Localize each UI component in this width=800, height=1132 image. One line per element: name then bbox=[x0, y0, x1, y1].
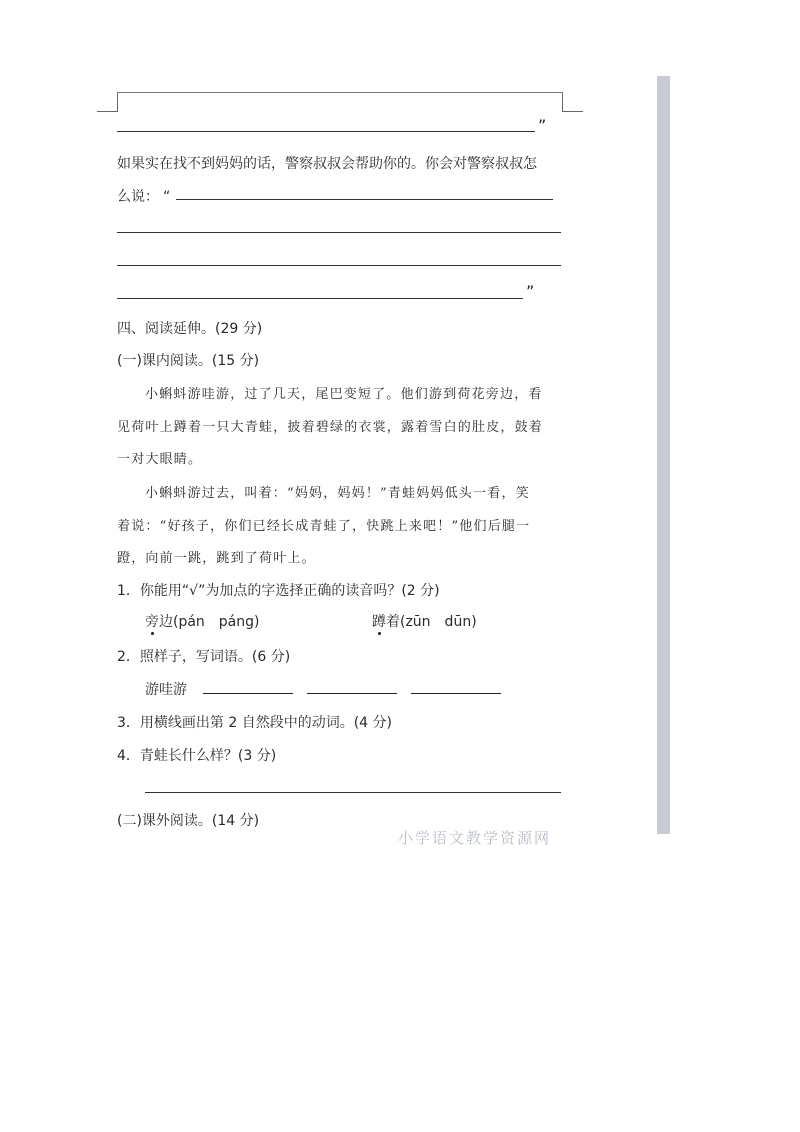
q2-example: 游哇游 bbox=[145, 682, 187, 698]
question-3: 3．用横线画出第 2 自然段中的动词。(4 分) bbox=[117, 715, 392, 731]
passage-line-3: 一对大眼睛。 bbox=[117, 452, 203, 467]
close-quote: ” bbox=[526, 282, 535, 301]
dotted-char: 蹲 bbox=[372, 611, 386, 631]
passage-line-6: 蹬，向前一跳，跳到了荷叶上。 bbox=[117, 551, 316, 566]
open-quote: “ bbox=[163, 189, 171, 205]
q1-option-a-rest: 边(pán páng) bbox=[159, 614, 260, 630]
q1-option-a bbox=[145, 611, 260, 631]
q1-option-b bbox=[372, 611, 477, 631]
police-prompt-label: 么说： bbox=[117, 189, 159, 205]
passage-line-4: 小蝌蚪游过去，叫着：“妈妈，妈妈！”青蛙妈妈低头一看，笑 bbox=[145, 486, 530, 501]
page-top-rule bbox=[117, 92, 563, 93]
part-2-heading: (二)课外阅读。(14 分) bbox=[117, 813, 260, 829]
passage-line-2: 见荷叶上蹲着一只大青蛙，披着碧绿的衣裳，露着雪白的肚皮，鼓着 bbox=[117, 420, 544, 435]
watermark-text: 小学语文教学资源网 bbox=[398, 829, 552, 847]
close-quote: ” bbox=[538, 116, 547, 135]
question-1: 1．你能用“√”为加点的字选择正确的读音吗？(2 分) bbox=[117, 583, 440, 599]
dotted-char: 旁 bbox=[145, 611, 159, 631]
answer-line bbox=[176, 199, 553, 200]
question-2: 2．照样子，写词语。(6 分) bbox=[117, 649, 291, 665]
answer-blank bbox=[411, 679, 501, 694]
section-4-heading: 四、阅读延伸。(29 分) bbox=[117, 321, 263, 337]
answer-line bbox=[117, 131, 535, 132]
answer-line bbox=[117, 232, 561, 233]
page-corner-mark-right bbox=[562, 93, 583, 112]
question-4: 4．青蛙长什么样？(3 分) bbox=[117, 748, 277, 764]
police-prompt-line-2 bbox=[117, 186, 170, 206]
answer-line bbox=[117, 298, 523, 299]
page-edge-shadow bbox=[657, 76, 670, 834]
page-corner-mark-left bbox=[97, 93, 118, 112]
q1-option-b-rest: 着(zūn dūn) bbox=[386, 614, 477, 630]
part-1-heading: (一)课内阅读。(15 分) bbox=[117, 353, 260, 369]
q2-example-row bbox=[145, 679, 501, 699]
answer-blank bbox=[203, 679, 293, 694]
answer-line bbox=[145, 792, 561, 793]
passage-line-5: 着说：“好孩子，你们已经长成青蛙了，快跳上来吧！”他们后腿一 bbox=[117, 519, 531, 534]
answer-blank bbox=[307, 679, 397, 694]
passage-line-1: 小蝌蚪游哇游，过了几天，尾巴变短了。他们游到荷花旁边，看 bbox=[145, 387, 543, 402]
answer-line bbox=[117, 265, 561, 266]
police-prompt-line-1: 如果实在找不到妈妈的话，警察叔叔会帮助你的。你会对警察叔叔怎 bbox=[117, 156, 537, 172]
